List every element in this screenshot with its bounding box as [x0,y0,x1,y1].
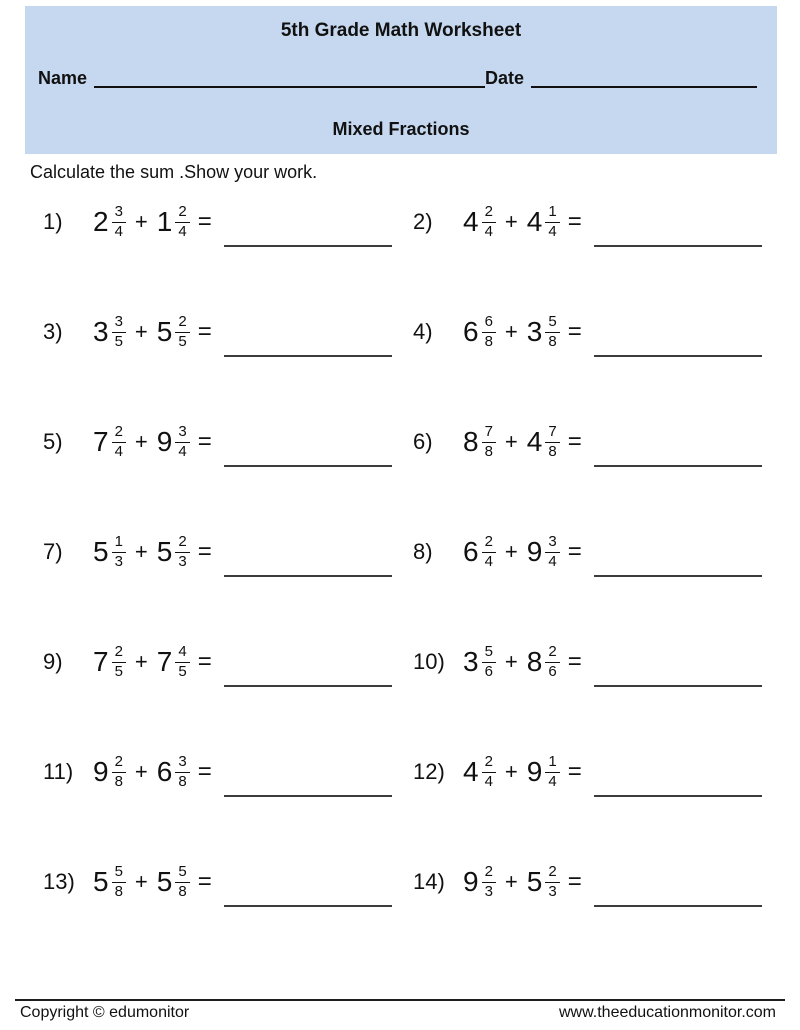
whole-number: 4 [526,206,543,237]
problem-number: 13) [43,869,75,894]
plus-operator: + [504,649,518,674]
whole-number: 4 [526,426,543,457]
mixed-number-b [527,204,560,240]
fraction [175,204,189,240]
plus-operator: + [134,869,148,894]
answer-blank[interactable] [224,465,392,467]
whole-number: 7 [93,426,109,457]
whole-number: 9 [93,756,109,787]
fraction [112,314,126,350]
mixed-number-a [93,534,126,570]
equals-sign: = [197,318,212,345]
fraction-denominator: 4 [484,552,493,570]
whole-number: 8 [526,646,543,677]
fraction-numerator: 1 [112,534,126,553]
problem-row [43,197,400,247]
fraction-numerator: 6 [482,314,496,333]
mixed-number-b [157,644,190,680]
problem-number: 3) [43,319,63,344]
whole-number: 9 [526,536,543,567]
problem-row [43,637,400,687]
fraction-numerator: 2 [482,204,496,223]
mixed-number-a [93,864,126,900]
mixed-number-a [93,314,126,350]
problem-number: 10) [413,649,445,674]
fraction-denominator: 4 [548,552,557,570]
fraction-numerator: 5 [175,864,189,883]
fraction [545,754,559,790]
equals-sign: = [197,868,212,895]
whole-number: 6 [463,536,479,567]
mixed-number-a [93,424,126,460]
fraction-numerator: 1 [545,204,559,223]
fraction [175,424,189,460]
whole-number: 5 [156,316,173,347]
equals-sign: = [567,318,582,345]
fraction-denominator: 6 [548,662,557,680]
fraction [482,534,496,570]
fraction-numerator: 4 [175,644,189,663]
mixed-number-a [463,204,496,240]
problem-number: 11) [43,759,74,784]
answer-blank[interactable] [224,685,392,687]
date-label: Date [484,68,524,88]
mixed-number-a [463,314,496,350]
problem-number: 2) [413,209,433,234]
worksheet-header [25,6,777,154]
answer-blank[interactable] [594,795,762,797]
plus-operator: + [504,539,518,564]
fraction [112,754,126,790]
problem [400,527,800,637]
whole-number: 5 [93,536,109,567]
plus-operator: + [504,429,518,454]
fraction-numerator: 2 [545,864,559,883]
problem [400,307,800,417]
fraction-denominator: 3 [114,552,123,570]
equals-sign: = [197,758,212,785]
name-label: Name [38,68,88,88]
fraction-denominator: 4 [548,772,557,790]
problem [0,197,400,307]
fraction-denominator: 8 [178,882,187,900]
problem-row [413,637,800,687]
answer-blank[interactable] [224,905,392,907]
mixed-number-a [463,644,496,680]
website-text: www.theeducationmonitor.com [559,1004,776,1021]
fraction-denominator: 5 [114,662,123,680]
fraction [112,204,126,240]
problem-number: 1) [43,209,63,234]
problem-row [413,197,800,247]
answer-blank[interactable] [594,575,762,577]
whole-number: 9 [526,756,543,787]
plus-operator: + [134,759,148,784]
problem [0,307,400,417]
fraction-numerator: 1 [545,754,559,773]
fraction-denominator: 4 [178,222,187,240]
answer-blank[interactable] [594,245,762,247]
copyright-text: Copyright © edumonitor [20,1004,190,1021]
mixed-number-b [527,644,560,680]
mixed-number-b [527,864,560,900]
fraction [482,644,496,680]
mixed-number-b [157,754,190,790]
plus-operator: + [504,869,518,894]
equals-sign: = [197,648,212,675]
answer-blank[interactable] [224,795,392,797]
whole-number: 3 [463,646,479,677]
fraction-numerator: 3 [545,534,559,553]
mixed-number-b [157,534,190,570]
fraction-numerator: 2 [482,534,496,553]
fraction-denominator: 3 [548,882,557,900]
whole-number: 7 [156,646,173,677]
plus-operator: + [134,209,148,234]
fraction-denominator: 4 [114,222,123,240]
problem [400,747,800,857]
fraction-denominator: 5 [114,332,123,350]
mixed-number-b [157,864,190,900]
problem [400,417,800,527]
fraction-numerator: 2 [112,424,126,443]
fraction-denominator: 8 [484,442,493,460]
problem-row [413,747,800,797]
problem-number: 7) [43,539,63,564]
mixed-number-a [463,754,496,790]
plus-operator: + [134,319,148,344]
whole-number: 6 [463,316,479,347]
fraction-numerator: 5 [112,864,126,883]
problem-row [43,307,400,357]
fraction-denominator: 4 [484,222,493,240]
mixed-number-b [157,424,190,460]
instruction-text: Calculate the sum .Show your work. [30,162,318,182]
fraction [482,204,496,240]
fraction [175,864,189,900]
fraction-denominator: 4 [114,442,123,460]
problem-row [413,527,800,577]
problem-row [43,527,400,577]
whole-number: 8 [463,426,479,457]
fraction-denominator: 8 [114,772,123,790]
fraction [482,754,496,790]
mixed-number-a [463,534,496,570]
footer-row [15,1001,785,1022]
fraction [112,864,126,900]
fraction [545,424,559,460]
problem [0,637,400,747]
mixed-number-a [93,204,126,240]
equals-sign: = [567,208,582,235]
problem [400,197,800,307]
fraction-numerator: 3 [175,424,189,443]
fraction-numerator: 2 [112,644,126,663]
problem-row [413,857,800,907]
answer-blank[interactable] [594,905,762,907]
fraction [545,644,559,680]
fraction [545,204,559,240]
problem-number: 14) [413,869,445,894]
problem-number: 4) [413,319,433,344]
fraction-denominator: 4 [178,442,187,460]
plus-operator: + [504,209,518,234]
fraction [175,534,189,570]
fraction [545,314,559,350]
plus-operator: + [134,539,148,564]
fraction-numerator: 7 [545,424,559,443]
whole-number: 9 [463,866,479,897]
fraction-numerator: 2 [175,314,189,333]
mixed-number-a [93,644,126,680]
fraction [482,864,496,900]
fraction-denominator: 8 [548,442,557,460]
problems-grid [0,197,800,967]
equals-sign: = [567,538,582,565]
answer-blank[interactable] [594,355,762,357]
fraction-denominator: 4 [548,222,557,240]
whole-number: 5 [156,866,173,897]
mixed-number-a [463,864,496,900]
problem-number: 12) [413,759,445,784]
problem-number: 8) [413,539,433,564]
problem-row [413,417,800,467]
problem-number: 5) [43,429,63,454]
problem [0,747,400,857]
answer-blank[interactable] [594,685,762,687]
fraction [112,534,126,570]
fraction [112,424,126,460]
mixed-number-b [527,424,560,460]
worksheet-subtitle: Mixed Fractions [332,119,470,139]
answer-blank[interactable] [224,575,392,577]
problem [0,527,400,637]
fraction-numerator: 2 [112,754,126,773]
fraction-numerator: 2 [175,534,189,553]
answer-blank[interactable] [224,355,392,357]
problem [400,637,800,747]
plus-operator: + [134,649,148,674]
problem-number: 6) [413,429,433,454]
mixed-number-b [157,314,190,350]
fraction-denominator: 5 [178,662,187,680]
whole-number: 3 [93,316,109,347]
fraction [482,314,496,350]
fraction-denominator: 5 [178,332,187,350]
mixed-number-a [93,754,126,790]
problem [0,857,400,967]
name-input-line[interactable] [94,86,485,88]
problem [0,417,400,527]
fraction-numerator: 2 [545,644,559,663]
problem-row [43,857,400,907]
plus-operator: + [504,759,518,784]
fraction-numerator: 5 [545,314,559,333]
fraction [482,424,496,460]
equals-sign: = [197,538,212,565]
fraction-denominator: 6 [484,662,493,680]
mixed-number-b [527,314,560,350]
problem-row [43,747,400,797]
fraction-denominator: 8 [178,772,187,790]
fraction-numerator: 2 [482,864,496,883]
fraction [545,534,559,570]
problem-row [43,417,400,467]
fraction-denominator: 8 [114,882,123,900]
whole-number: 2 [93,206,109,237]
equals-sign: = [567,648,582,675]
equals-sign: = [567,868,582,895]
fraction [175,314,189,350]
fraction-denominator: 8 [484,332,493,350]
fraction-denominator: 8 [548,332,557,350]
name-date-row [38,68,757,89]
fraction-numerator: 3 [112,204,126,223]
fraction-numerator: 3 [112,314,126,333]
fraction [545,864,559,900]
answer-blank[interactable] [224,245,392,247]
fraction [175,644,189,680]
fraction-denominator: 3 [178,552,187,570]
fraction-denominator: 4 [484,772,493,790]
whole-number: 6 [156,756,173,787]
mixed-number-a [463,424,496,460]
problem-number: 9) [43,649,63,674]
whole-number: 7 [93,646,109,677]
plus-operator: + [134,429,148,454]
fraction-numerator: 7 [482,424,496,443]
problem [400,857,800,967]
whole-number: 5 [526,866,543,897]
plus-operator: + [504,319,518,344]
mixed-number-b [527,754,560,790]
page-title: 5th Grade Math Worksheet [280,20,522,41]
fraction-denominator: 3 [484,882,493,900]
fraction-numerator: 2 [482,754,496,773]
whole-number: 3 [526,316,543,347]
whole-number: 4 [463,206,479,237]
worksheet-page [0,6,800,1021]
date-input-line[interactable] [531,86,757,88]
mixed-number-b [157,204,190,240]
footer [15,999,785,1022]
fraction [175,754,189,790]
equals-sign: = [197,428,212,455]
equals-sign: = [197,208,212,235]
fraction-numerator: 3 [175,754,189,773]
whole-number: 4 [463,756,479,787]
whole-number: 9 [156,426,173,457]
equals-sign: = [567,428,582,455]
whole-number: 5 [156,536,173,567]
fraction-numerator: 2 [175,204,189,223]
answer-blank[interactable] [594,465,762,467]
whole-number: 1 [156,206,173,237]
fraction [112,644,126,680]
mixed-number-b [527,534,560,570]
whole-number: 5 [93,866,109,897]
problem-row [413,307,800,357]
equals-sign: = [567,758,582,785]
fraction-numerator: 5 [482,644,496,663]
